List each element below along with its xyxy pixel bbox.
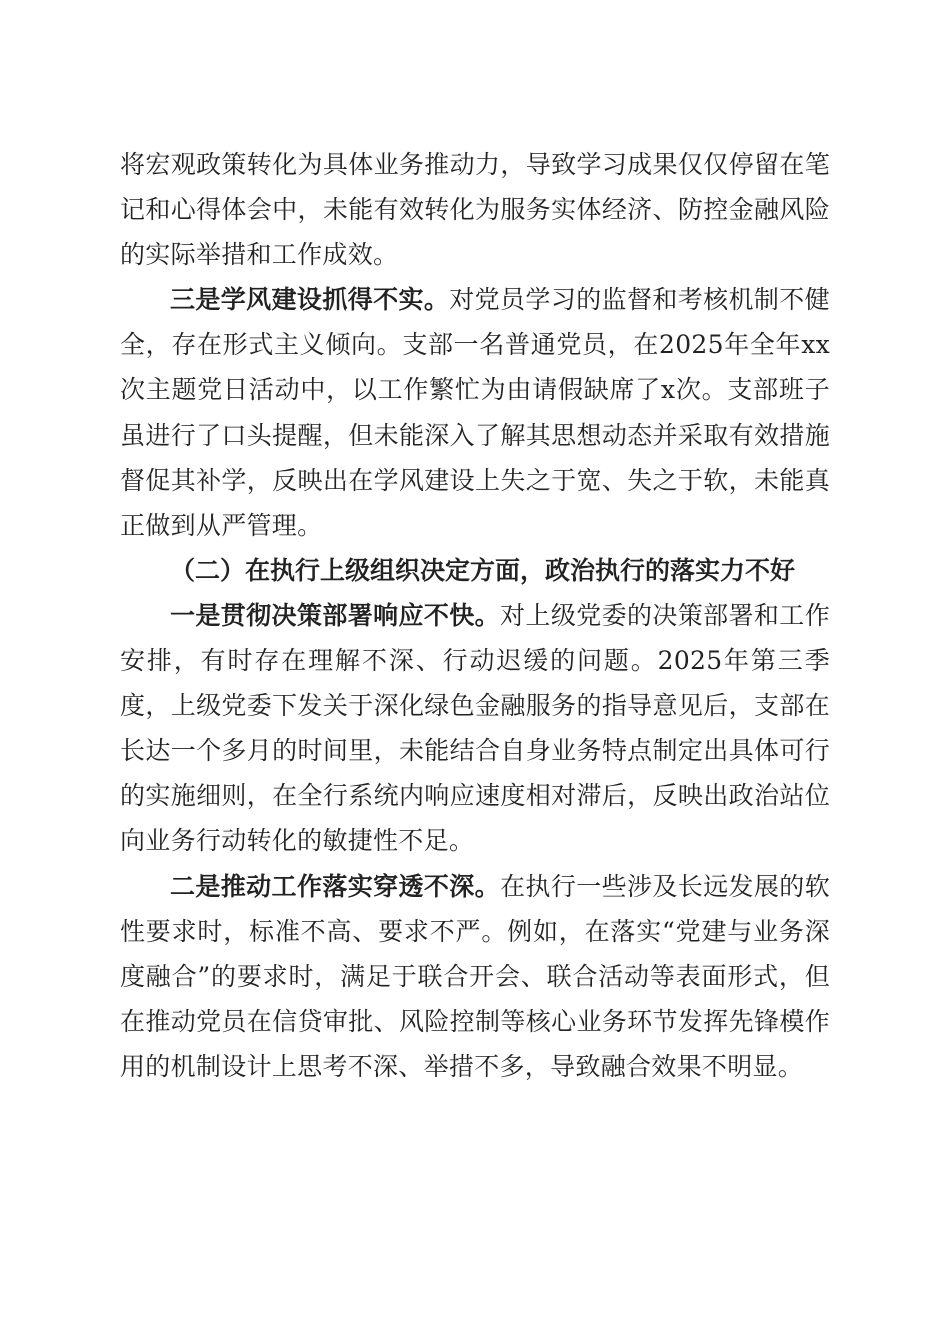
paragraph-text: 对党员学习的监督和考核机制不健全，存在形式主义倾向。支部一名普通党员，在2025年全年xx次主题党日活动中，以工作繁忙为由请假缺席了x次。支部班子虽进行了口头提醒，但未能深入了解其思想动态并采取有效措施督促其补学，反映出在学风建设上失之于宽、失之于软，未能真正做到从严管理。 [120, 285, 830, 540]
paragraph-lead: 二是推动工作落实穿透不深。 [170, 871, 501, 901]
paragraph-text: 将宏观政策转化为具体业务推动力，导致学习成果仅仅停留在笔记和心得体会中，未能有效转化为服务实体经济、防控金融风险的实际举措和工作成效。 [120, 150, 830, 270]
paragraph-text: 对上级党委的决策部署和工作安排，有时存在理解不深、行动迟缓的问题。2025年第三季度，上级党委下发关于深化绿色金融服务的指导意见后，支部在长达一个多月的时间里，未能结合自身业务特点制定出具体可行的实施细则，在全行系统内响应速度相对滞后，反映出政治站位向业务行动转化的敏捷性不足。 [120, 600, 830, 856]
paragraph-text: 在执行一些涉及长远发展的软性要求时，标准不高、要求不严。例如，在落实“党建与业务深度融合”的要求时，满足于联合开会、联合活动等表面形式，但在推动党员在信贷审批、风险控制等核心业务环节发挥先锋模作用的机制设计上思考不深、举措不多，导致融合效果不明显。 [120, 871, 830, 1081]
paragraph-continued [120, 142, 830, 277]
paragraph-implementation [120, 864, 830, 1089]
document-body [120, 142, 830, 1089]
paragraph-study-style [120, 277, 830, 548]
paragraph-lead: 三是学风建设抓得不实。 [170, 285, 450, 315]
paragraph-decision-response [120, 593, 830, 864]
section-heading: （二）在执行上级组织决定方面，政治执行的落实力不好 [170, 555, 796, 585]
paragraph-lead: 一是贯彻决策部署响应不快。 [170, 600, 501, 630]
